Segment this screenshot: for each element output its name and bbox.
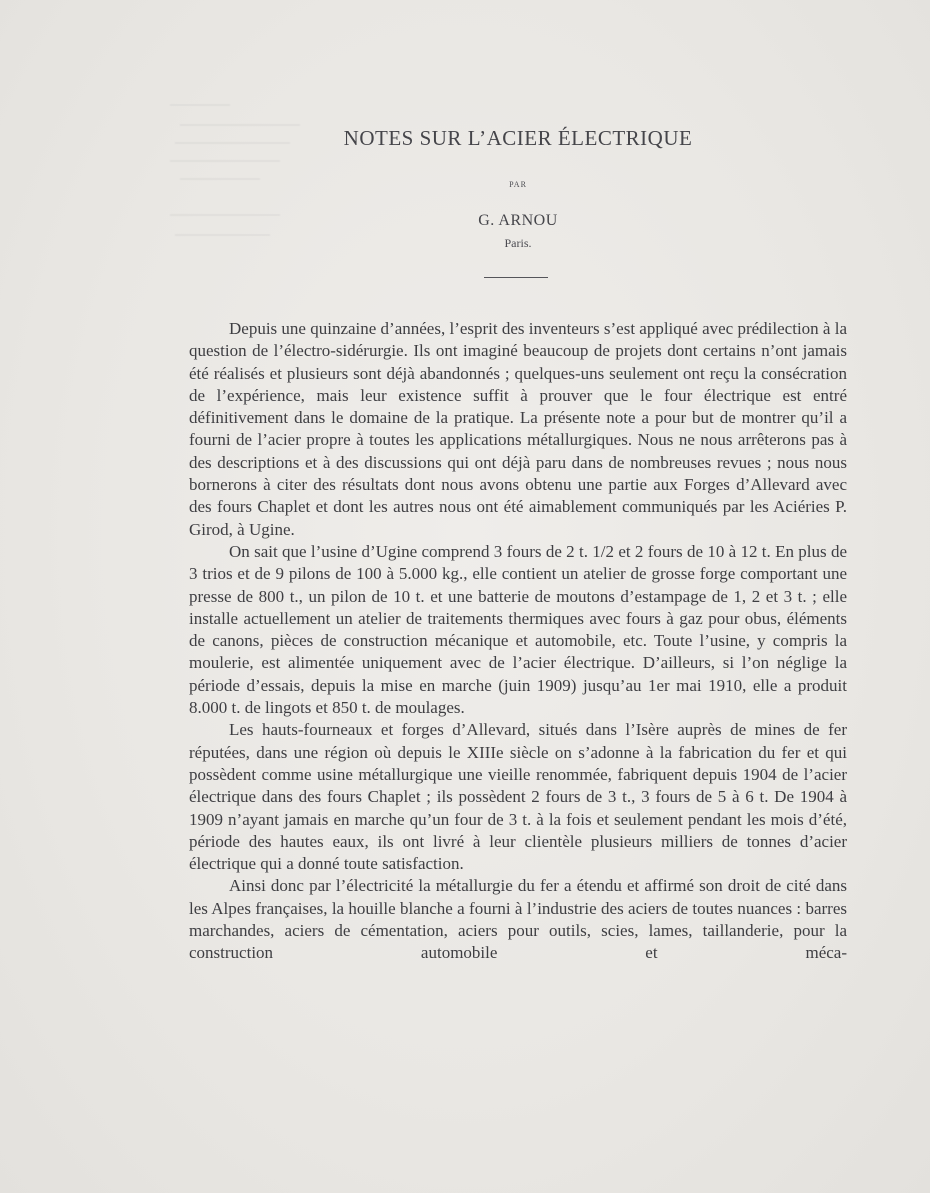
article-title: NOTES SUR L’ACIER ÉLECTRIQUE — [343, 126, 693, 150]
paragraph: Depuis une quinzaine d’années, l’esprit des inventeurs s’est appliqué avec prédilection à la question de l’électro-sidérurgie. Ils ont imaginé beaucoup de projets dont certains n’ont jamais été réalisés et plusieurs sont déjà abandonnés ; quelques-uns seulement ont reçu la consécration de l’expérience, mais leur existence suffit à prouver que le four électrique est entré définitivement dans le domaine de la pratique. La présente note a pour but de montrer qu’il a fourni de l’acier propre à toutes les applications métallurgiques. Nous ne nous arrêterons pas à des descriptions et à des discussions qui ont déjà paru dans de nombreuses revues ; nous nous bornerons à citer des résultats dont nous avons obtenu une partie aux Forges d’Allevard avec des fours Chaplet et dont les autres nous ont été aimablement communiqués par les Aciéries P. Girod, à Ugine. — [189, 319, 847, 539]
article-body — [189, 318, 847, 965]
byline-label: PAR — [509, 180, 527, 189]
author-name: G. ARNOU — [478, 212, 558, 229]
author-location: Paris. — [504, 236, 532, 250]
paragraph: Ainsi donc par l’électricité la métallurgie du fer a étendu et affirmé son droit de cité dans les Alpes françaises, la houille blanche a fourni à l’industrie des aciers de toutes nuances : barres marchandes, aciers de cémentation, aciers pour outils, scies, lames, taillanderie, pour la construction automobile et méca- — [189, 876, 847, 963]
paragraph: Les hauts-fourneaux et forges d’Allevard, situés dans l’Isère auprès de mines de fer réputées, dans une région où depuis le XIIIe siècle on s’adonne à la fabrication du fer et qui possèdent comme usine métallurgique une vieille renommée, fabriquent depuis 1904 de l’acier électrique dans des fours Chaplet ; ils possèdent 2 fours de 3 t., 3 fours de 5 à 6 t. De 1904 à 1909 n’ayant jamais en marche qu’un four de 3 t. à la fois et seulement pendant les mois d’été, période des hautes eaux, ils ont livré à leur clientèle plusieurs milliers de tonnes d’acier électrique qui a donné toute satisfaction. — [189, 720, 847, 874]
paragraph: On sait que l’usine d’Ugine comprend 3 fours de 2 t. 1/2 et 2 fours de 10 à 12 t. En plus de 3 trios et de 9 pilons de 100 à 5.000 kg., elle contient un atelier de grosse forge comportant une presse de 800 t., un pilon de 10 t. et une batterie de moutons d’estampage de 1, 2 et 3 t. ; elle installe actuellement un atelier de traitements thermiques avec fours à gaz pour obus, éléments de canons, pièces de construction mécanique et automobile, etc. Toute l’usine, y compris la moulerie, est alimentée uniquement avec de l’acier électrique. D’ailleurs, si l’on néglige la période d’essais, depuis la mise en marche (juin 1909) jusqu’au 1er mai 1910, elle a produit 8.000 t. de lingots et 850 t. de moulages. — [189, 541, 847, 718]
title-divider — [484, 277, 548, 278]
